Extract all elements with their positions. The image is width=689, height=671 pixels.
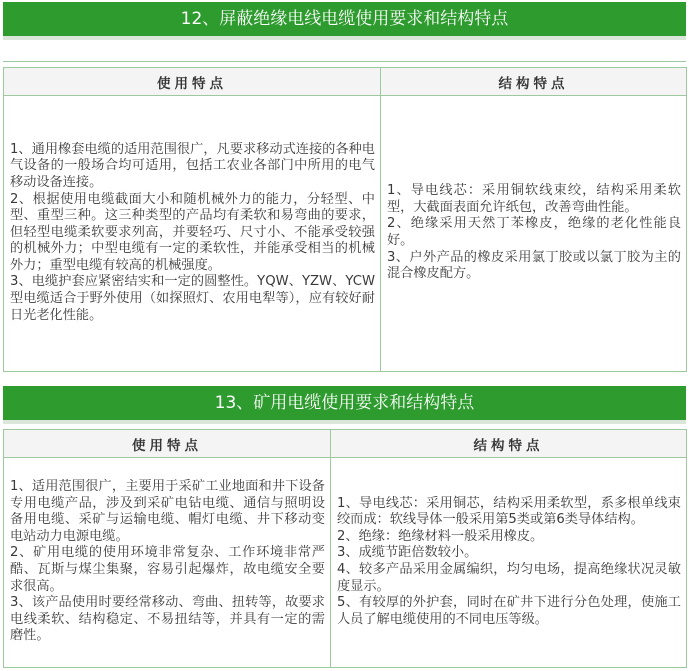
section-13-structure-cell bbox=[331, 458, 687, 668]
list-item: 2、绝缘：绝缘材料一般采用橡皮。 bbox=[337, 528, 544, 544]
section-12-header-row bbox=[4, 68, 687, 96]
section-12-usage-cell bbox=[4, 96, 381, 372]
section-12-structure-header: 结构特点 bbox=[381, 68, 687, 96]
section-12-banner-shadow bbox=[3, 36, 686, 40]
list-item: 2、矿用电缆的使用环境非常复杂、工作环境非常严酷、瓦斯与煤尘集聚，容易引起爆炸，故电缆安全要求很高。 bbox=[10, 545, 325, 594]
list-item: 3、成缆节距倍数较小。 bbox=[337, 545, 478, 561]
section-12-table bbox=[3, 67, 687, 372]
list-item: 1、适用范围很广，主要用于采矿工业地面和井下设备专用电缆产品，涉及到采矿电钻电缆、通信与照明设备用电缆、采矿与运输电缆、帽灯电缆、井下移动变电站动力电源电缆。 bbox=[10, 479, 325, 544]
list-item: 1、导电线芯：采用铜芯，结构采用柔软型，系多根单线束绞而成：软线导体一般采用第5类或第6类导体结构。 bbox=[337, 495, 681, 528]
section-13-usage-header: 使用特点 bbox=[4, 430, 331, 458]
section-13-usage-cell bbox=[4, 458, 331, 668]
list-item: 5、有较厚的外护套，同时在矿井下进行分色处理，使施工人员了解电缆使用的不同电压等级。 bbox=[337, 595, 681, 627]
list-item: 1、通用橡套电缆的适用范围很广，凡要求移动式连接的各种电气设备的一般场合均可适用，包括工农业各部门中所用的电气移动设备连接。 bbox=[10, 141, 375, 190]
section-13-table bbox=[3, 429, 687, 668]
list-item: 1、导电线芯：采用铜软线束绞，结构采用柔软型，大截面表面允许纸包，改善弯曲性能。 bbox=[387, 183, 681, 215]
section-13-header-row bbox=[4, 430, 687, 458]
section-13-banner-shadow bbox=[3, 420, 686, 424]
section-13-title: 13、矿用电缆使用要求和结构特点 bbox=[214, 393, 475, 413]
section-13-structure-header: 结构特点 bbox=[331, 430, 687, 458]
section-13-content-row bbox=[4, 458, 687, 668]
section-12-structure-cell bbox=[381, 96, 687, 372]
list-item: 2、绝缘采用天然丁苯橡皮，绝缘的老化性能良好。 bbox=[387, 216, 681, 248]
list-item: 4、较多产品采用金属编织，均匀电场，提高绝缘状况灵敏度显示。 bbox=[337, 562, 681, 594]
list-item: 3、电缆护套应紧密结实和一定的圆整性。YQW、YZW、YCW型电缆适合于野外使用（如探照灯、农用电犁等），应有较好耐日光老化性能。 bbox=[10, 274, 375, 323]
section-12-content-row bbox=[4, 96, 687, 372]
section-12-top-rule bbox=[3, 61, 686, 62]
section-12-title: 12、屏蔽绝缘电线电缆使用要求和结构特点 bbox=[180, 9, 509, 29]
list-item: 3、该产品使用时要经常移动、弯曲、扭转等，故要求电线柔软、结构稳定、不易扭结等，并具有一定的需磨性。 bbox=[10, 595, 325, 644]
section-13-banner bbox=[3, 386, 686, 420]
list-item: 2、根据使用电缆截面大小和随机械外力的能力，分轻型、中型、重型三种。这三种类型的产品均有柔软和易弯曲的要求，但轻型电缆柔软要求列高，并要轻巧、尺寸小、不能承受较强的机械外力；中型电缆有一定的柔软性，并能承受相当的机械外力；重型电缆有较高的机械强度。 bbox=[10, 191, 375, 273]
section-12-banner bbox=[3, 2, 686, 36]
section-12-usage-header: 使用特点 bbox=[4, 68, 381, 96]
list-item: 3、户外产品的橡皮采用氯丁胶或以氯丁胶为主的混合橡皮配方。 bbox=[387, 249, 681, 282]
